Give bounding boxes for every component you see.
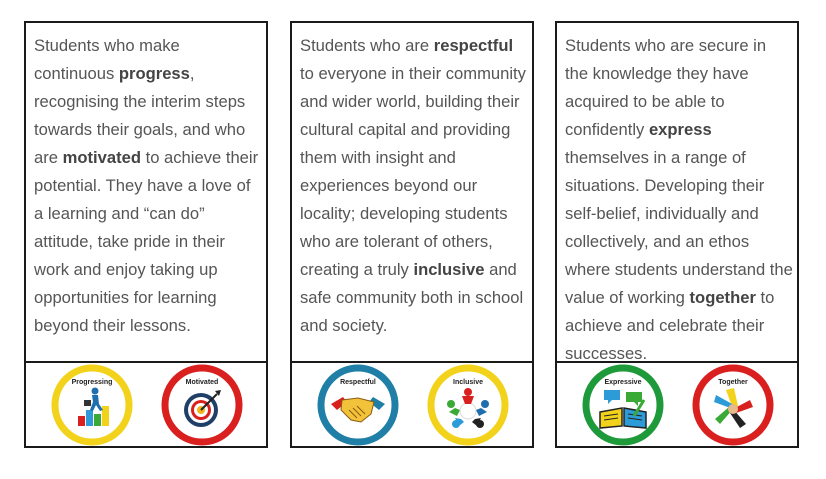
- keyword-express: express: [648, 120, 712, 139]
- text-segment: to everyone in their community and wider world, building their cultural capital and providing them with insight and experiences beyond our locality; developing students who are tolerant of others, creating a truly: [300, 64, 526, 279]
- badge-label: Together: [718, 379, 748, 386]
- value-card-progress-motivated: [24, 21, 268, 448]
- card-divider: [292, 361, 532, 363]
- expressive-badge: [582, 364, 664, 446]
- card-description: [565, 32, 793, 368]
- value-card-respectful-inclusive: [290, 21, 534, 448]
- badge-label: Progressing: [71, 379, 113, 386]
- text-segment: themselves in a range of situations. Developing their self-belief, individually and collectively, and an ethos where students understand the value of working: [565, 148, 793, 307]
- text-segment: Students who are secure in the knowledge they have acquired to be able to confidently: [565, 36, 767, 139]
- badge-label: Motivated: [185, 379, 219, 386]
- card-description: [34, 32, 262, 340]
- keyword-together: together: [689, 288, 756, 307]
- value-card-express-together: [555, 21, 799, 448]
- card-description: [300, 32, 528, 340]
- progressing-badge: [51, 364, 133, 446]
- respectful-badge: [317, 364, 399, 446]
- text-segment: to achieve their potential. They have a love of a learning and “can do” attitude, take pride in their work and enjoy taking up opportunities for learning beyond their lessons.: [34, 148, 259, 335]
- together-badge: [692, 364, 774, 446]
- motivated-badge: [161, 364, 243, 446]
- card-divider: [557, 361, 797, 363]
- badge-label: Respectful: [340, 379, 376, 386]
- badge-label: Expressive: [604, 379, 642, 386]
- badge-label: Inclusive: [453, 379, 483, 386]
- text-segment: Students who make continuous: [34, 36, 180, 83]
- keyword-inclusive: inclusive: [413, 260, 485, 279]
- card-divider: [26, 361, 266, 363]
- keyword-respectful: respectful: [433, 36, 514, 55]
- text-segment: , recognising the interim steps towards their goals, and who are: [34, 64, 246, 167]
- keyword-motivated: motivated: [62, 148, 141, 167]
- text-segment: to achieve and celebrate their successes.: [565, 288, 775, 363]
- text-segment: and safe community both in school and society.: [300, 260, 524, 335]
- inclusive-badge: [427, 364, 509, 446]
- keyword-progress: progress: [118, 64, 190, 83]
- text-segment: Students who are: [300, 36, 434, 55]
